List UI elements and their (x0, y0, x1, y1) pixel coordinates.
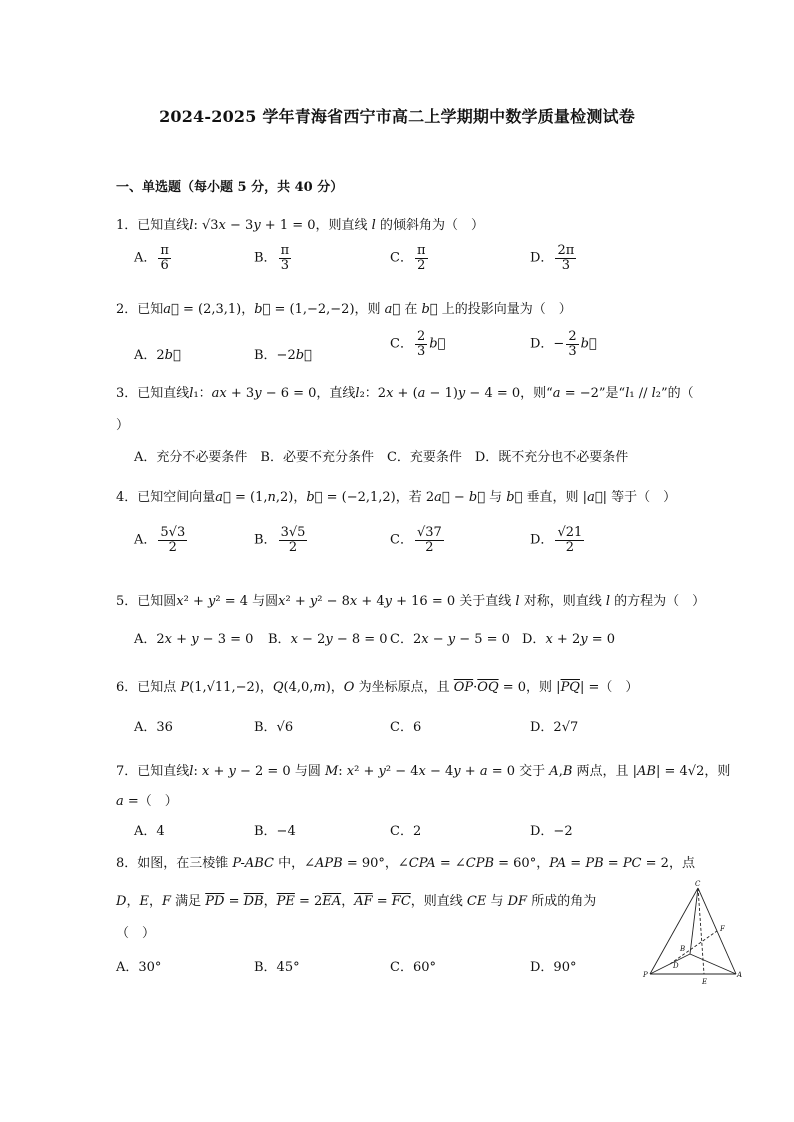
question-8: 8．如图，在三棱锥 P-ABC 中，∠APB = 90°，∠CPA = ∠CPB = 60°，PA = PB = PC = 2，点 (116, 856, 695, 871)
option-5d[interactable]: D．x + 2y = 0 (522, 632, 616, 647)
option-6c[interactable]: C．6 (390, 720, 422, 735)
question-6: 6．已知点 P(1,√11,−2)，Q(4,0,m)，O 为坐标原点，且 $\overline{OP}\cdot\overline{OQ} = 0$，则 $|\overline{PQ}|$ =（ ） (116, 680, 639, 695)
question-7: 7．已知直线l: x + y − 2 = 0 与圆 M: x² + y² − 4x − 4y + a = 0 交于 A,B 两点，且 |AB| = 4√2，则 (116, 764, 731, 779)
question-1: 1．已知直线l: √3x − 3y + 1 = 0，则直线 l 的倾斜角为（ ） (116, 218, 484, 233)
option-5c[interactable]: C．2x − y − 5 = 0 (390, 632, 510, 647)
option-5a[interactable]: A．2x + y − 3 = 0 (134, 632, 254, 647)
option-1d[interactable]: D． $\frac{2\pi}{3}$ (530, 243, 575, 273)
option-6b[interactable]: B．√6 (254, 720, 294, 735)
option-2a[interactable]: A．2b⃗ (134, 348, 181, 363)
question-4: 4．已知空间向量a⃗ = (1,n,2)，b⃗ = (−2,1,2)，若 2a⃗ − b⃗ 与 b⃗ 垂直，则 |a⃗| 等于（ ） (116, 490, 677, 505)
option-7b[interactable]: B．−4 (254, 824, 296, 839)
edge-ab (690, 954, 736, 974)
label-b: B (680, 945, 686, 953)
option-4d[interactable]: D． $\frac{√21}{2}$ (530, 525, 583, 555)
segment-ce (698, 888, 704, 974)
option-3-row: A．充分不必要条件 B．必要不充分条件 C．充要条件 D．既不充分也不必要条件 (134, 450, 629, 465)
question-2: 2．已知a⃗ = (2,3,1)，b⃗ = (1,−2,−2)，则 a⃗ 在 b⃗ 上的投影向量为（ ） (116, 302, 572, 317)
label-d: D (673, 962, 679, 970)
option-8c[interactable]: C．60° (390, 960, 436, 975)
option-4a[interactable]: A． $\frac{5√3}{2}$ (134, 525, 186, 555)
tetrahedron-figure (640, 878, 744, 986)
page-title: 2024-2025 学年青海省西宁市高二上学期期中数学质量检测试卷 (159, 107, 635, 126)
option-2b[interactable]: B．−2b⃗ (254, 348, 312, 363)
edge-ca (698, 888, 736, 974)
option-2c[interactable]: C． $\frac{2}{3}$ b⃗ (390, 329, 446, 359)
segment-df (670, 931, 717, 964)
option-1b[interactable]: B． $\frac{\pi}{3}$ (254, 243, 290, 273)
edge-cb (690, 888, 698, 954)
section-heading: 一、单选题（每小题 5 分，共 40 分） (116, 180, 344, 195)
option-8d[interactable]: D．90° (530, 960, 577, 975)
option-4c[interactable]: C． $\frac{√37}{2}$ (390, 525, 442, 555)
label-f: F (720, 925, 725, 933)
option-6d[interactable]: D．2√7 (530, 720, 579, 735)
label-e: E (702, 978, 708, 986)
question-8-line2: D，E，F 满足 $\overline{PD} = \overline{DB}$，$\overline{PE} = 2\overline{EA}$，$\overline{AF} = \overline{FC}$，则直线 CE 与 DF 所成的角为 (116, 894, 597, 909)
option-5b[interactable]: B．x − 2y − 8 = 0 (268, 632, 388, 647)
label-a: A (737, 971, 743, 979)
option-7a[interactable]: A．4 (134, 824, 165, 839)
option-7d[interactable]: D．−2 (530, 824, 573, 839)
option-4b[interactable]: B． $\frac{3√5}{2}$ (254, 525, 306, 555)
option-8a[interactable]: A．30° (116, 960, 162, 975)
question-3: 3．已知直线l₁：ax + 3y − 6 = 0，直线l₂：2x + (a − 1)y − 4 = 0，则“a = −2”是“l₁ // l₂”的（ (116, 386, 694, 401)
option-6a[interactable]: A．36 (134, 720, 173, 735)
label-c: C (695, 880, 701, 888)
question-8-line3: （ ） (116, 926, 156, 941)
label-p: P (643, 971, 648, 979)
question-5: 5．已知圆x² + y² = 4 与圆x² + y² − 8x + 4y + 16 = 0 关于直线 l 对称，则直线 l 的方程为（ ） (116, 594, 706, 609)
question-7-cont: a =（ ） (116, 794, 178, 809)
option-1a[interactable]: A． $\frac{\pi}{6}$ (134, 243, 169, 273)
option-7c[interactable]: C．2 (390, 824, 422, 839)
question-3-cont: ） (116, 418, 130, 433)
option-1c[interactable]: C． $\frac{\pi}{2}$ (390, 243, 426, 273)
option-8b[interactable]: B．45° (254, 960, 300, 975)
option-2d[interactable]: D．− $\frac{2}{3}$ b⃗ (530, 329, 597, 359)
